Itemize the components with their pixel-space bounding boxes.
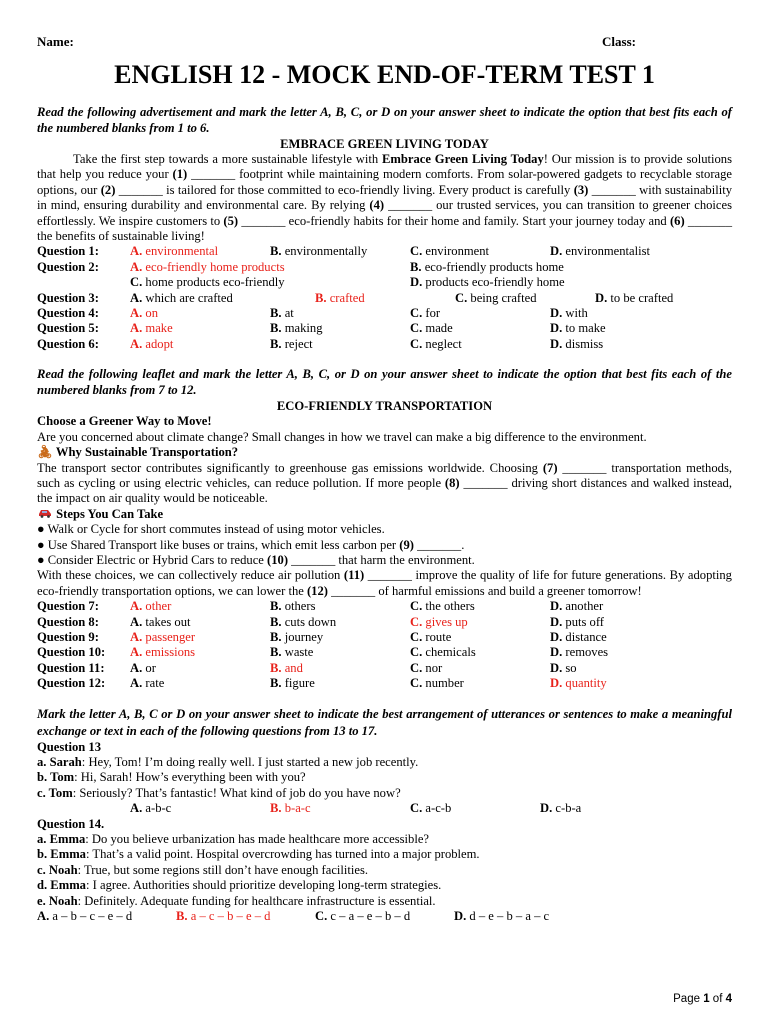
q13-line-b: b. Tom: Hi, Sarah! How’s everything been with you?	[37, 770, 306, 785]
option-a: A. eco-friendly home products	[130, 259, 285, 274]
question-2-cont: C. home products eco-friendly D. products eco-friendly home	[130, 275, 565, 290]
q13-options: A. a-b-c B. b-a-c C. a-c-b D. c-b-a	[130, 801, 582, 816]
question-9: Question 9: A. passenger B. journey C. route D. distance	[37, 629, 607, 644]
bicycle-icon: 🚴︎	[37, 445, 53, 460]
option-a: A. environmental	[130, 244, 219, 259]
steps-heading: Steps You Can Take	[37, 507, 732, 522]
question-13-label: Question 13	[37, 739, 102, 754]
question-8: Question 8: A. takes out B. cuts down C. gives up D. puts off	[37, 614, 605, 629]
section1-instruction: Read the following advertisement and mark the letter A, B, C, or D on your answer sheet to indicate the option that best fits each of the numbered blanks from 1 to 6.	[37, 105, 732, 135]
question-14-label: Question 14.	[37, 816, 105, 831]
question-7: Question 7: A. other B. others C. the others D. another	[37, 599, 604, 614]
question-1: Question 1: A. environmental B. environmentally C. environment D. environmentalist	[37, 244, 651, 259]
q13-line-c: c. Tom: Seriously? That’s fantastic! What kind of job do you have now?	[37, 785, 401, 800]
question-3: Question 3: A. which are crafted B. crafted C. being crafted D. to be crafted	[37, 290, 674, 305]
step-3: ● Consider Electric or Hybrid Cars to reduce (10) _______ that harm the environment.	[37, 552, 475, 567]
name-label: Name:	[37, 34, 74, 49]
why-paragraph: The transport sector contributes significantly to greenhouse gas emissions worldwide. Choosing (7) _______ transportation methods, such as cycling or using electric vehicles, can reduce pollution. If more people (8) _______ driving short distances and walked instead, the impact on air quality would be noticeable.	[37, 460, 733, 506]
class-label: Class:	[602, 34, 636, 49]
header	[37, 34, 732, 50]
question-11: Question 11: A. or B. and C. nor D. so	[37, 660, 577, 675]
question-4: Question 4: A. on B. at C. for D. with	[37, 306, 588, 321]
section2-intro: Are you concerned about climate change? Small changes in how we travel can make a big difference to the environment.	[37, 429, 647, 444]
q14-line-a: a. Emma: Do you believe urbanization has made healthcare more accessible?	[37, 832, 430, 847]
q14-options: A. a – b – c – e – d B. a – c – b – e – d C. c – a – e – b – d D. d – e – b – a – c	[37, 909, 550, 924]
q14-line-e: e. Noah: Definitely. Adequate funding for healthcare infrastructure is essential.	[37, 893, 436, 908]
q14-line-c: c. Noah: True, but some regions still don’t have enough facilities.	[37, 862, 369, 877]
option-b: B. crafted	[315, 290, 365, 305]
question-10: Question 10: A. emissions B. waste C. chemicals D. removes	[37, 645, 609, 660]
question-12: Question 12: A. rate B. figure C. number D. quantity	[37, 676, 607, 691]
section1-heading: EMBRACE GREEN LIVING TODAY	[280, 137, 489, 151]
section1-questions	[37, 244, 732, 352]
step-1: ● Walk or Cycle for short commutes instead of using motor vehicles.	[37, 522, 385, 537]
why-heading: 🚴︎ Why Sustainable Transportation?	[37, 445, 239, 460]
section2-heading: ECO-FRIENDLY TRANSPORTATION	[276, 399, 493, 414]
page-title: ENGLISH 12 - MOCK END-OF-TERM TEST 1	[114, 60, 655, 89]
page-number: Page 1 of 4	[673, 993, 732, 1005]
section2-questions	[37, 599, 732, 691]
section2-subheading: Choose a Greener Way to Move!	[37, 414, 212, 429]
q13-line-a: a. Sarah: Hey, Tom! I’m doing really well. I just started a new job recently.	[37, 755, 419, 769]
exam-page	[37, 34, 732, 924]
question-5: Question 5: A. make B. making C. made D. to make	[37, 321, 606, 336]
q14-line-d: d. Emma: I agree. Authorities should prioritize developing long-term strategies.	[37, 878, 442, 893]
question-2: Question 2: A. eco-friendly home products B. eco-friendly products home	[37, 259, 564, 274]
q14-line-b: b. Emma: That’s a valid point. Hospital overcrowding has turned into a major problem.	[37, 847, 480, 862]
car-icon	[37, 507, 53, 522]
closing-paragraph: With these choices, we can collectively reduce air pollution (11) _______ improve the quality of life for future generations. By adopting eco-friendly transportation options, we can lower the (12) _______ of harmful emissions and build a greener tomorrow!	[37, 568, 732, 598]
step-2: ● Use Shared Transport like buses or trains, which emit less carbon per (9) _______.	[37, 537, 465, 552]
section2-instruction: Read the following leaflet and mark the letter A, B, C, or D on your answer sheet to indicate the option that best fits each of the numbered blanks from 7 to 12.	[37, 367, 732, 398]
section1-passage: Take the first step towards a more sustainable lifestyle with Embrace Green Living Today! Our mission is to provide solutions that help you reduce your (1) _______ footprint while maintaining modern comforts. From solar-powered gadgets to recyclable storage options, our (2) _______ is tailored for those committed to eco-friendly living. Every product is carefully (3) _______ with sustainability in mind, ensuring durability and environmental care. By relying (4) _______ our trusted services, you can transition to greener choices effortlessly. We inspire customers to (5) _______ eco-friendly habits for their home and family. Start your journey today and (6) _______ the benefits of sustainable living!	[37, 152, 733, 244]
question-6: Question 6: A. adopt B. reject C. neglect D. dismiss	[37, 336, 604, 351]
section3-instruction: Mark the letter A, B, C or D on your answer sheet to indicate the best arrangement of utterances or sentences to make a meaningful exchange or text in each of the following questions from 13 to 17.	[37, 706, 732, 738]
